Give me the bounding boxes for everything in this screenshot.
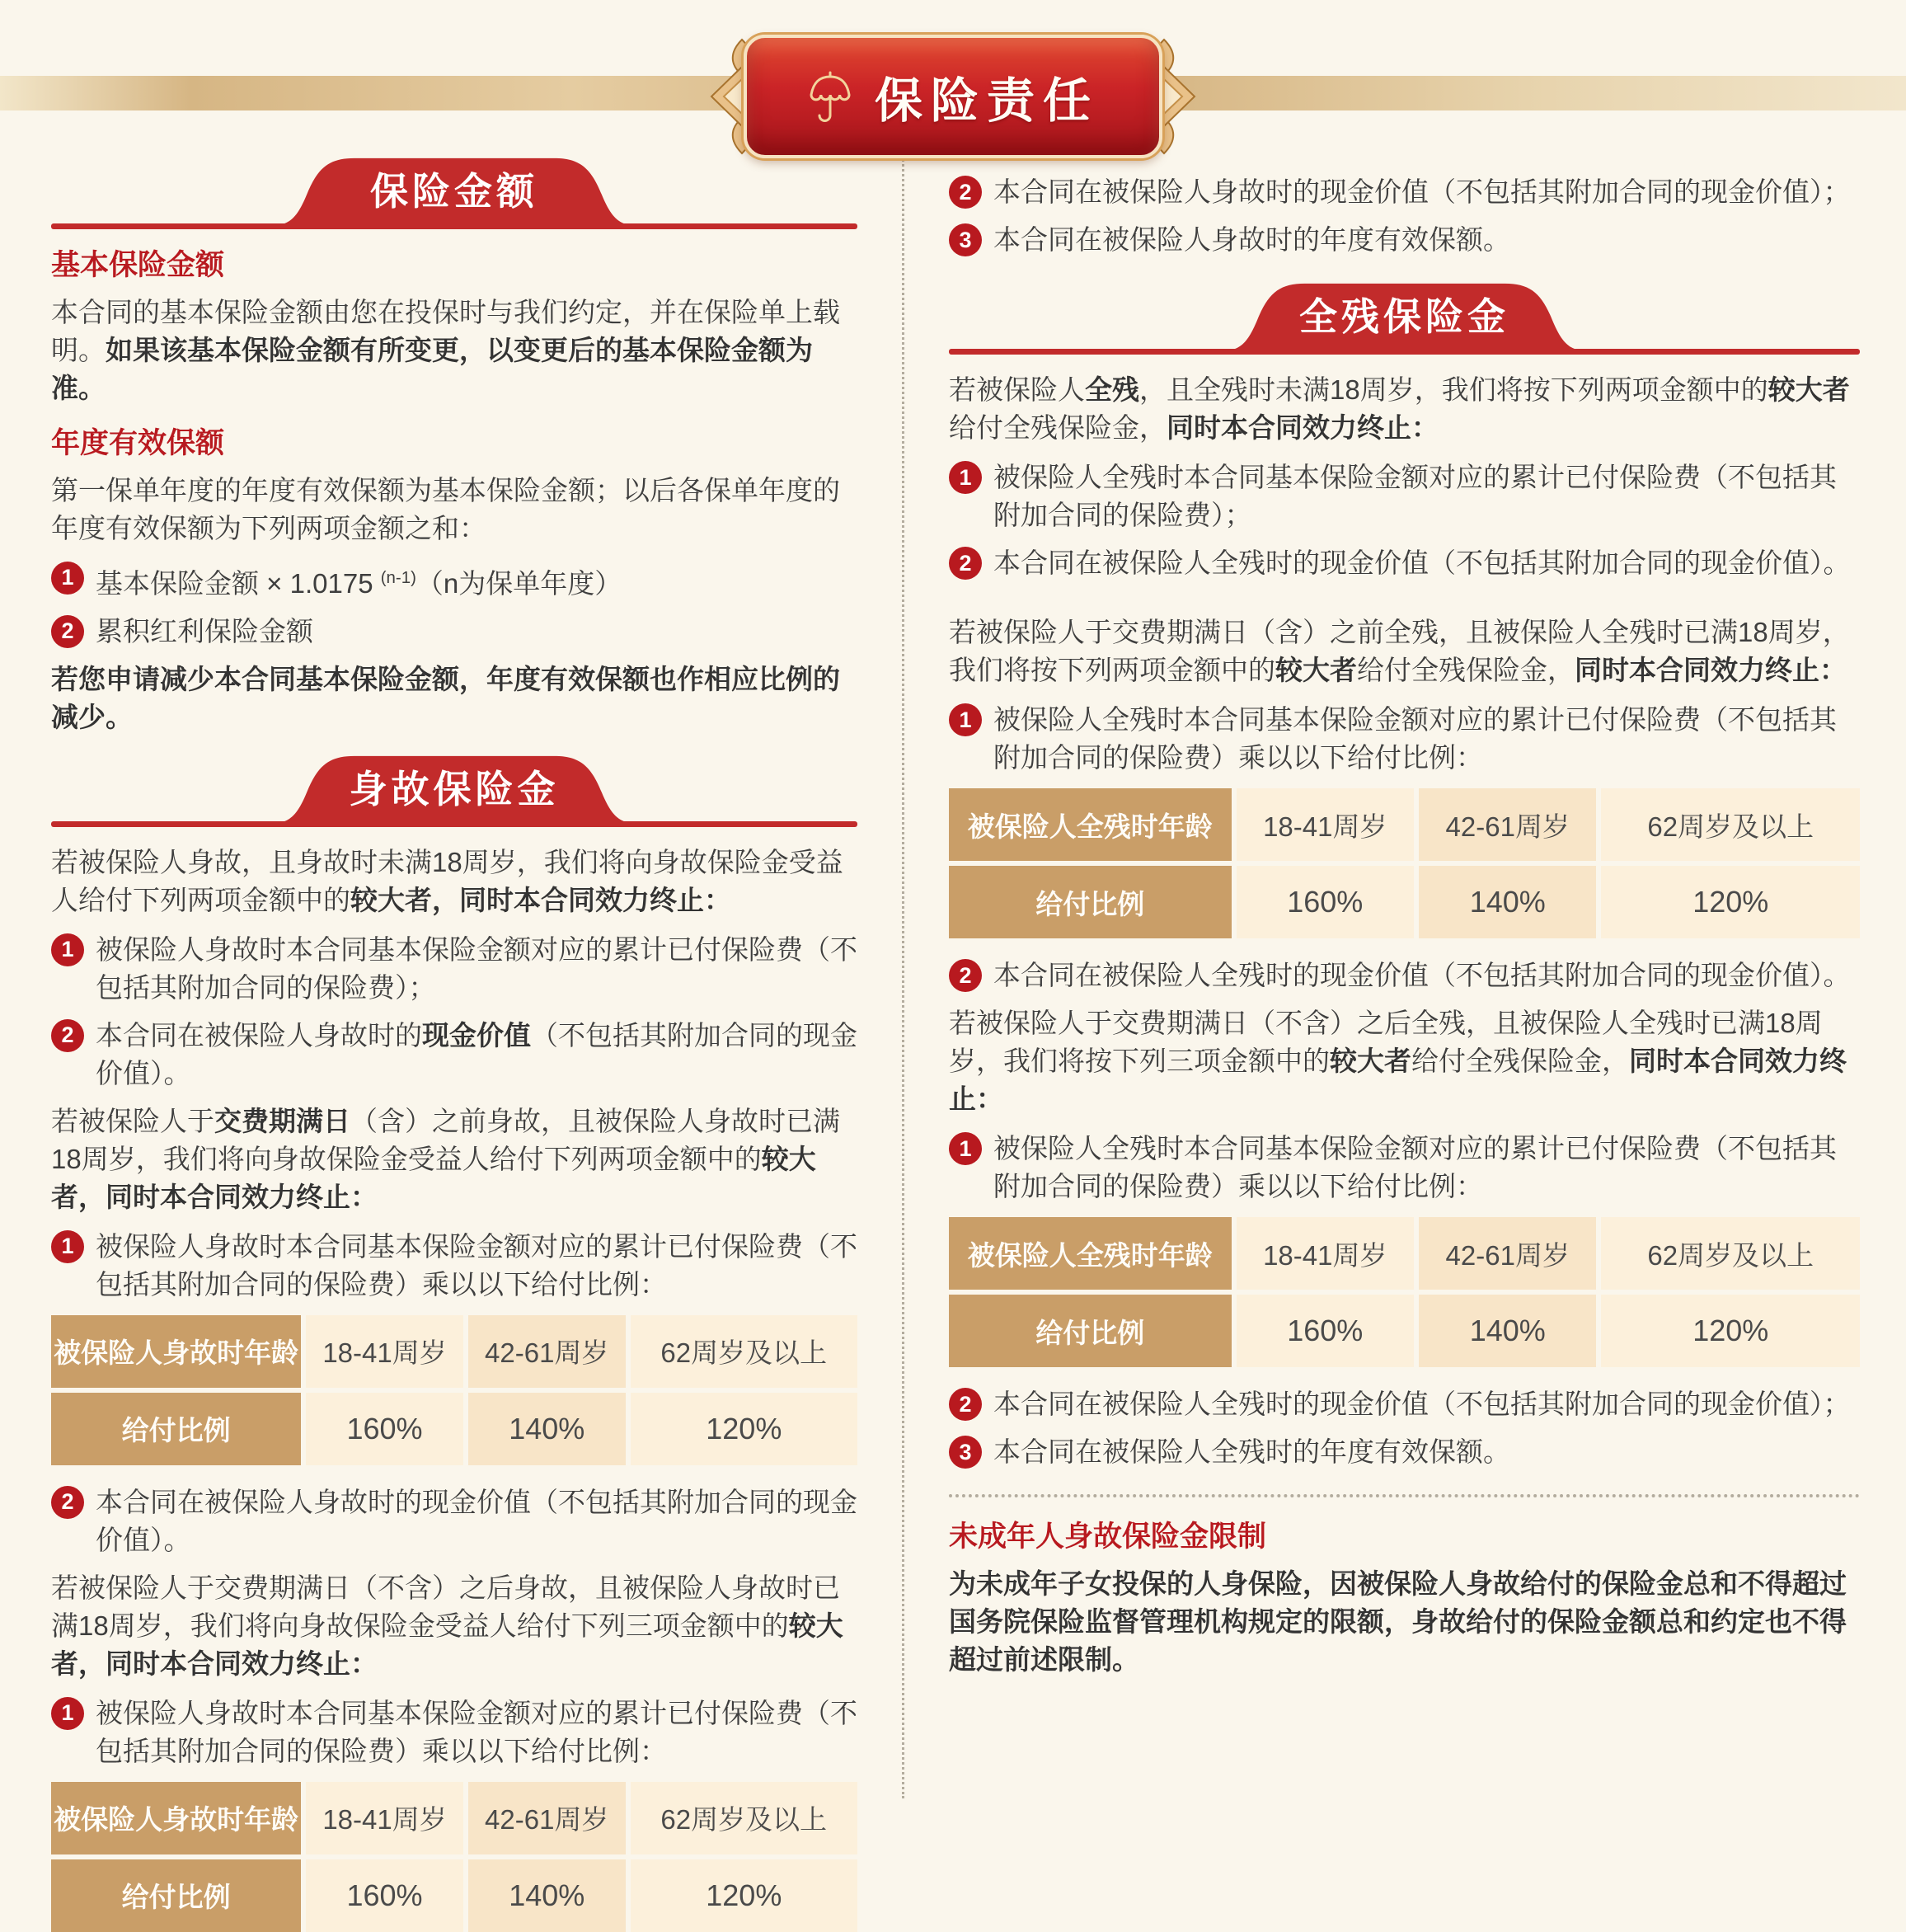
table-header-cell: 42-61周岁 [1419, 788, 1596, 861]
item-number-badge: 1 [51, 1230, 84, 1263]
subheading-annual-amount: 年度有效保额 [51, 426, 225, 459]
table-value-cell: 120% [1601, 1295, 1860, 1367]
table-header-cell: 62周岁及以上 [631, 1782, 857, 1854]
table-row-label: 给付比例 [51, 1393, 301, 1465]
numbered-item [949, 957, 1860, 994]
numbered-item [949, 458, 1860, 534]
section-title: 身故保险金 [349, 767, 560, 811]
subheading-basic-amount: 基本保险金额 [51, 249, 225, 281]
item-number-badge: 2 [949, 547, 982, 580]
table-row-label: 给付比例 [51, 1859, 301, 1932]
item-text: 被保险人身故时本合同基本保险金额对应的累计已付保险费（不包括其附加合同的保险费）； [96, 933, 857, 1003]
item-text: 本合同在被保险人身故时的现金价值（不包括其附加合同的现金价值）。 [96, 1486, 857, 1555]
section-banner-disability [949, 280, 1860, 355]
numbered-item [51, 931, 857, 1007]
table-header-cell: 18-41周岁 [306, 1782, 463, 1854]
paragraph: 若被保险人于交费期满日（不含）之后身故，且被保险人身故时已满18周岁，我们将向身故保险金受益人给付下列三项金额中的较大者，同时本合同效力终止： [51, 1572, 843, 1679]
left-column [51, 150, 902, 1912]
item-text: 本合同在被保险人全残时的现金价值（不包括其附加合同的现金价值）。 [993, 548, 1851, 578]
item-number-badge: 1 [51, 562, 84, 595]
table-value-cell: 140% [468, 1859, 626, 1932]
table-value-cell: 160% [1237, 1295, 1414, 1367]
table-value-cell: 120% [1601, 866, 1860, 938]
table-value-cell: 160% [306, 1859, 463, 1932]
numbered-item [51, 1483, 857, 1559]
item-number-badge: 3 [949, 1436, 982, 1469]
table-value-cell: 160% [306, 1393, 463, 1465]
table-value-cell: 140% [468, 1393, 626, 1465]
item-number-badge: 2 [51, 1019, 84, 1052]
title-ribbon-badge [706, 35, 1200, 158]
table-header-cell: 62周岁及以上 [631, 1315, 857, 1388]
item-number-badge: 1 [949, 461, 982, 494]
paragraph: 若被保险人于交费期满日（不含）之后全残，且被保险人全残时已满18周岁，我们将按下列三项金额中的较大者给付全残保险金，同时本合同效力终止： [949, 1008, 1847, 1114]
numbered-item [51, 1017, 857, 1093]
table-row-label: 给付比例 [949, 866, 1232, 938]
numbered-item [949, 173, 1860, 211]
table-header-cell: 62周岁及以上 [1601, 1217, 1860, 1290]
numbered-item [51, 613, 857, 651]
numbered-item [949, 1433, 1860, 1471]
table-header-cell: 42-61周岁 [468, 1315, 626, 1388]
disability-payout-ratio-table [949, 1217, 1860, 1367]
table-header-cell: 被保险人身故时年龄 [51, 1782, 301, 1854]
item-text: 本合同在被保险人身故时的年度有效保额。 [993, 224, 1510, 255]
table-header-cell: 42-61周岁 [1419, 1217, 1596, 1290]
numbered-item [51, 1695, 857, 1770]
paragraph: 本合同的基本保险金额由您在投保时与我们约定，并在保险单上载明。如果该基本保险金额有所变更，以变更后的基本保险金额为准。 [51, 296, 840, 403]
item-text: 本合同在被保险人身故时的现金价值（不包括其附加合同的现金价值）。 [96, 1019, 857, 1088]
table-value-cell: 140% [1419, 1295, 1596, 1367]
section-title: 保险金额 [370, 170, 538, 213]
item-number-badge: 2 [949, 959, 982, 992]
item-number-badge: 2 [949, 176, 982, 209]
subheading-minor-limit: 未成年人身故保险金限制 [949, 1521, 1267, 1553]
table-header-cell: 42-61周岁 [468, 1782, 626, 1854]
table-header-cell: 18-41周岁 [306, 1315, 463, 1388]
numbered-item [949, 701, 1860, 777]
table-header-cell: 18-41周岁 [1237, 1217, 1414, 1290]
paragraph: 若被保险人身故，且身故时未满18周岁，我们将向身故保险金受益人给付下列两项金额中的较大者，同时本合同效力终止： [51, 846, 843, 915]
table-header-cell: 被保险人全残时年龄 [949, 788, 1232, 861]
section-title: 全残保险金 [1299, 295, 1509, 338]
table-value-cell: 120% [631, 1859, 857, 1932]
item-number-badge: 1 [949, 703, 982, 736]
item-text: 本合同在被保险人全残时的现金价值（不包括其附加合同的现金价值）； [993, 1389, 1851, 1419]
paragraph-minor-limit: 为未成年子女投保的人身保险，因被保险人身故给付的保险金总和不得超过国务院保险监督管理机构规定的限额，身故给付的保险金额总和约定也不得超过前述限制。 [949, 1568, 1847, 1675]
item-text: 本合同在被保险人身故时的现金价值（不包括其附加合同的现金价值）； [993, 176, 1851, 207]
item-text: 被保险人全残时本合同基本保险金额对应的累计已付保险费（不包括其附加合同的保险费）乘以以下给付比例： [993, 1133, 1837, 1201]
table-value-cell: 160% [1237, 866, 1414, 938]
item-number-badge: 2 [51, 1486, 84, 1519]
item-text: 被保险人全残时本合同基本保险金额对应的累计已付保险费（不包括其附加合同的保险费）乘以以下给付比例： [993, 704, 1837, 773]
paragraph: 若被保险人全残，且全残时未满18周岁，我们将按下列两项金额中的较大者给付全残保险金，同时本合同效力终止： [949, 374, 1850, 443]
table-value-cell: 120% [631, 1393, 857, 1465]
item-text: 基本保险金额 × 1.0175 $^{(n-1)}$（n为保单年度） [96, 567, 622, 599]
section-banner-amount [51, 155, 857, 229]
item-text: 被保险人身故时本合同基本保险金额对应的累计已付保险费（不包括其附加合同的保险费）乘以以下给付比例： [96, 1230, 857, 1300]
item-number-badge: 1 [51, 933, 84, 966]
table-header-cell: 被保险人全残时年龄 [949, 1217, 1232, 1290]
dotted-divider [949, 1494, 1860, 1497]
right-column [902, 150, 1860, 1798]
table-header-cell: 被保险人身故时年龄 [51, 1315, 301, 1388]
paragraph: 若被保险人于交费期满日（含）之前全残，且被保险人全残时已满18周岁，我们将按下列两项金额中的较大者给付全残保险金，同时本合同效力终止： [949, 617, 1850, 685]
paragraph: 第一保单年度的年度有效保额为基本保险金额；以后各保单年度的年度有效保额为下列两项金额之和： [51, 474, 840, 543]
item-text: 本合同在被保险人全残时的现金价值（不包括其附加合同的现金价值）。 [993, 960, 1851, 990]
item-text: 被保险人全残时本合同基本保险金额对应的累计已付保险费（不包括其附加合同的保险费）； [993, 462, 1837, 530]
disability-payout-ratio-table [949, 788, 1860, 938]
numbered-item [949, 1385, 1860, 1423]
item-text: 本合同在被保险人全残时的年度有效保额。 [993, 1436, 1510, 1467]
paragraph: 若被保险人于交费期满日（含）之前身故，且被保险人身故时已满18周岁，我们将向身故保险金受益人给付下列两项金额中的较大者，同时本合同效力终止： [51, 1105, 840, 1212]
umbrella-icon [807, 70, 853, 123]
title-ribbon-body [744, 35, 1162, 158]
table-row-label: 给付比例 [949, 1295, 1232, 1367]
section-banner-death [51, 753, 857, 827]
item-text: 累积红利保险金额 [96, 615, 313, 646]
numbered-item [51, 559, 857, 603]
table-header-cell: 18-41周岁 [1237, 788, 1414, 861]
numbered-item [949, 1130, 1860, 1206]
two-column-content [51, 150, 1860, 1912]
numbered-item [949, 544, 1860, 582]
item-number-badge: 1 [949, 1132, 982, 1165]
item-number-badge: 1 [51, 1697, 84, 1730]
table-value-cell: 140% [1419, 866, 1596, 938]
table-header-cell: 62周岁及以上 [1601, 788, 1860, 861]
item-number-badge: 2 [51, 615, 84, 648]
numbered-item [51, 1228, 857, 1304]
item-number-badge: 3 [949, 223, 982, 256]
page-title: 保险责任 [874, 74, 1099, 128]
death-payout-ratio-table [51, 1782, 857, 1932]
item-number-badge: 2 [949, 1388, 982, 1421]
item-text: 被保险人身故时本合同基本保险金额对应的累计已付保险费（不包括其附加合同的保险费）乘以以下给付比例： [96, 1697, 857, 1766]
death-payout-ratio-table [51, 1315, 857, 1465]
paragraph-reduce-note: 若您申请减少本合同基本保险金额，年度有效保额也作相应比例的减少。 [51, 663, 840, 732]
numbered-item [949, 221, 1860, 259]
